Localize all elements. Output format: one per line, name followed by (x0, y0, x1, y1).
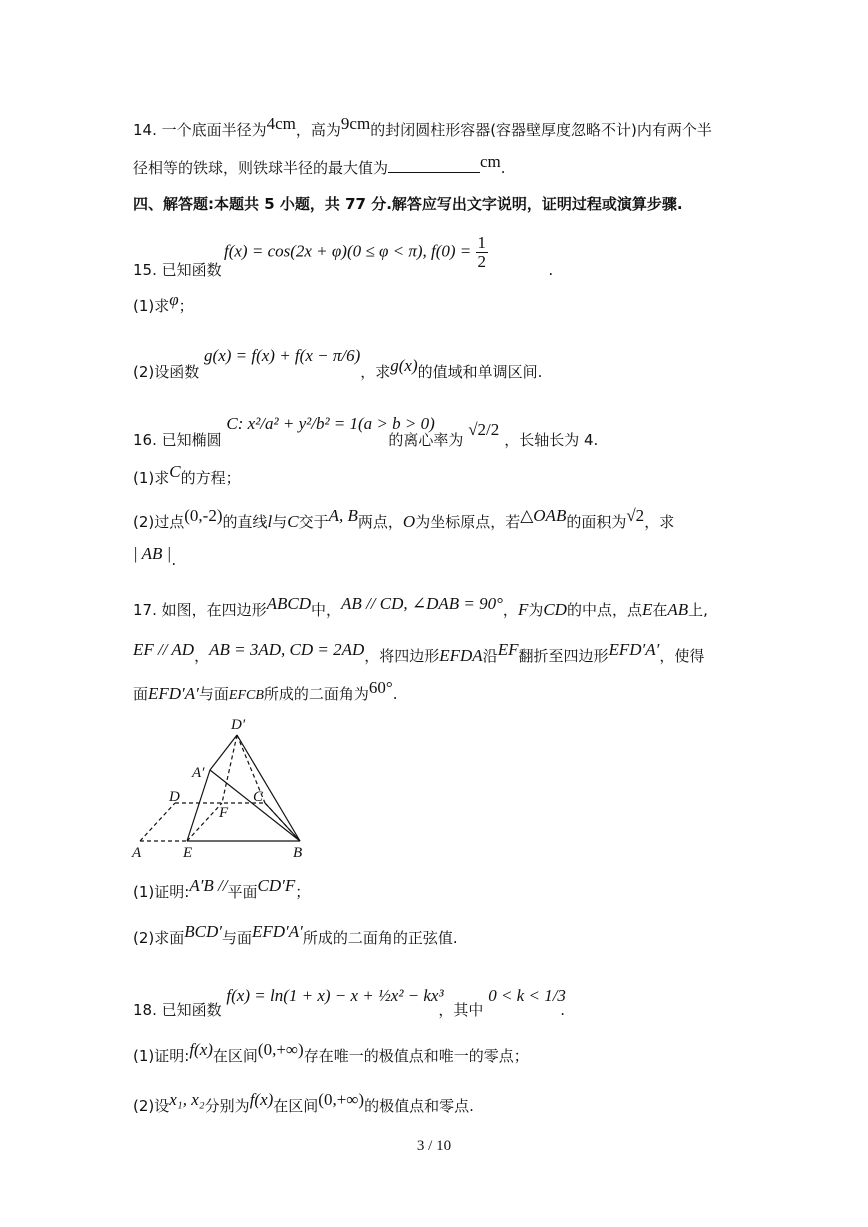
var: EF // AD (133, 640, 195, 659)
q15-p2-text: ，求 (360, 363, 391, 381)
q17-text: 翻折至四边形 (518, 647, 609, 665)
var: F (517, 600, 529, 619)
q14-text: 径相等的铁球，则铁球半径的最大值为 (133, 159, 389, 177)
q16-p2-text: 的直线 (222, 513, 268, 531)
q18-p2-text: 的极值点和零点. (364, 1097, 474, 1115)
abs-ab: | AB | (133, 544, 172, 563)
q15-g-formula: g(x) = f(x) + f(x − π/6) (204, 346, 361, 365)
q14-text: 的封闭圆柱形容器(容器壁厚度忽略不计)内有两个半 (370, 121, 712, 139)
q16-line (133, 414, 599, 450)
q14-height: 9cm (340, 114, 371, 133)
var: AB (667, 600, 689, 619)
q18-text: ，其中 (438, 1001, 484, 1019)
triangle: △OAB (520, 506, 567, 525)
angle: 60° (368, 678, 393, 697)
denominator: 2 (477, 252, 487, 271)
q16-p2-text: 的面积为 (566, 513, 627, 531)
q17-part2 (133, 922, 458, 948)
q18-p2-text: 分别为 (204, 1097, 250, 1115)
q14-line2 (133, 152, 506, 178)
q14-line1 (133, 114, 712, 140)
q17-line1 (133, 594, 708, 620)
q17-p1-text: (1)证明: (133, 883, 190, 901)
q17-figure (125, 715, 325, 865)
q15-p1-text: (1)求 (133, 297, 170, 315)
period: . (171, 551, 177, 569)
var: EFCB (228, 688, 264, 703)
label-D: D (169, 789, 180, 805)
area-value: √2 (626, 506, 645, 525)
q14-radius: 4cm (266, 114, 296, 133)
period: . (500, 159, 506, 177)
var: EFD′A′ (608, 640, 660, 659)
q16-text: 16. 已知椭圆 (133, 431, 222, 449)
q17-text: ，将四边形 (364, 647, 440, 665)
q16-p2-text: 交于 (298, 513, 329, 531)
q15-part1 (133, 290, 194, 316)
q15-p2-text: 的值域和单调区间. (417, 363, 543, 381)
label-D1: D′ (231, 717, 246, 733)
var-ab: A, B (328, 506, 358, 525)
q17-text: 在 (652, 601, 668, 619)
interval: (0,+∞) (318, 1090, 365, 1109)
period: . (392, 685, 398, 703)
q16-p2-text: (2)过点 (133, 513, 185, 531)
label-A1: A′ (192, 765, 205, 781)
q15-text: 15. 已知函数 (133, 261, 222, 279)
phi-symbol: φ (169, 290, 179, 309)
q16-p2-text: ，求 (644, 513, 675, 531)
interval: (0,+∞) (257, 1040, 304, 1059)
q16-part2-cont (133, 544, 177, 570)
q17-text: 沿 (482, 647, 498, 665)
var-c: C (287, 512, 299, 531)
var-l: l (267, 512, 273, 531)
q17-text: ，使得 (659, 647, 705, 665)
label-A: A (132, 845, 142, 861)
page-number: 3 / 10 (416, 1138, 452, 1154)
numerator: 1 (477, 233, 487, 252)
q17-text: 17. 如图，在四边形 (133, 601, 267, 619)
punct: ； (295, 883, 311, 901)
q17-text: 上, (688, 601, 708, 619)
q16-part1 (133, 462, 241, 488)
q18-p1-text: 存在唯一的极值点和唯一的零点； (303, 1047, 529, 1065)
q16-text: 的离心率为 (388, 431, 464, 449)
var: f(x) (189, 1040, 213, 1059)
var-c: C (169, 462, 181, 481)
var: AB = 3AD, CD = 2AD (209, 640, 365, 659)
q16-part2 (133, 506, 675, 532)
q17-text: 为 (528, 601, 544, 619)
q18-part1 (133, 1040, 529, 1066)
var: A′B // (189, 876, 228, 895)
q17-text: 中， (311, 601, 342, 619)
var: CD′F (257, 876, 296, 895)
q17-p1-text: 平面 (227, 883, 258, 901)
q17-p2-text: 与面 (221, 929, 252, 947)
var: E (641, 600, 653, 619)
q18-p1-text: (1)证明: (133, 1047, 190, 1065)
q16-p2-text: 与 (272, 513, 288, 531)
q14-text: 14. 一个底面半径为 (133, 121, 267, 139)
q18-part2 (133, 1090, 474, 1116)
var: x₁, x₂ (169, 1090, 205, 1109)
var: EFD′A′ (148, 684, 199, 703)
q17-text: 面 (133, 685, 149, 703)
var: BCD′ (184, 922, 222, 941)
q16-text: ，长轴长为 4. (504, 431, 599, 449)
q15-formula-text: f(x) = cos(2x + φ)(0 ≤ φ < π), f(0) = (224, 241, 472, 261)
q17-text: 的中点，点 (566, 601, 642, 619)
var: AB // CD, ∠DAB = 90° (341, 594, 503, 613)
q16-p1-text: 的方程； (180, 469, 241, 487)
q15-label (133, 260, 553, 280)
label-E: E (183, 845, 193, 861)
var: ABCD (266, 594, 312, 613)
label-C: C (253, 789, 264, 805)
q17-text: ， (194, 647, 210, 665)
q14-text: ，高为 (295, 121, 341, 139)
period: . (548, 261, 554, 279)
q18-text: 18. 已知函数 (133, 1001, 222, 1019)
q16-p2-text: 为坐标原点，若 (415, 513, 521, 531)
var: EFDA (439, 646, 483, 665)
point: (0,-2) (184, 506, 223, 525)
q18-p2-text: 在区间 (273, 1097, 319, 1115)
var-o: O (402, 512, 416, 531)
q17-line2 (133, 640, 705, 666)
q17-part1 (133, 876, 311, 902)
label-F: F (219, 805, 229, 821)
label-B: B (293, 845, 303, 861)
q17-p2-text: 所成的二面角的正弦值. (302, 929, 458, 947)
q18-p1-text: 在区间 (212, 1047, 258, 1065)
q16-p2-text: 两点， (357, 513, 403, 531)
var: EF (497, 640, 519, 659)
q15-g: g(x) (390, 356, 418, 375)
var: CD (543, 600, 567, 619)
q16-p1-text: (1)求 (133, 469, 170, 487)
punct: ； (178, 297, 194, 315)
q14-unit: cm (480, 152, 501, 171)
answer-blank (388, 158, 480, 173)
q18-line (133, 986, 566, 1020)
q17-p2-text: (2)求面 (133, 929, 185, 947)
section-heading: 四、解答题:本题共 5 小题，共 77 分.解答应写出文字说明，证明过程或演算步骤. (133, 195, 683, 213)
figure-lines (140, 735, 300, 841)
q17-text: ， (502, 601, 518, 619)
q16-ellipse-formula: C: x²/a² + y²/b² = 1(a > b > 0) (226, 414, 435, 433)
q18-formula: f(x) = ln(1 + x) − x + ½x² − kx³ (226, 986, 444, 1005)
var: f(x) (249, 1090, 274, 1109)
var: EFD′A′ (251, 922, 303, 941)
period: . (560, 1001, 565, 1019)
q15-p2-text: (2)设函数 (133, 363, 200, 381)
q18-cond: 0 < k < 1/3 (488, 986, 566, 1005)
q17-text: 所成的二面角为 (263, 685, 369, 703)
q17-text: 与面 (198, 685, 229, 703)
q15-part2 (133, 346, 543, 382)
q17-line3 (133, 678, 398, 706)
q18-p2-text: (2)设 (133, 1097, 170, 1115)
q16-eccentricity: √2/2 (468, 420, 500, 439)
